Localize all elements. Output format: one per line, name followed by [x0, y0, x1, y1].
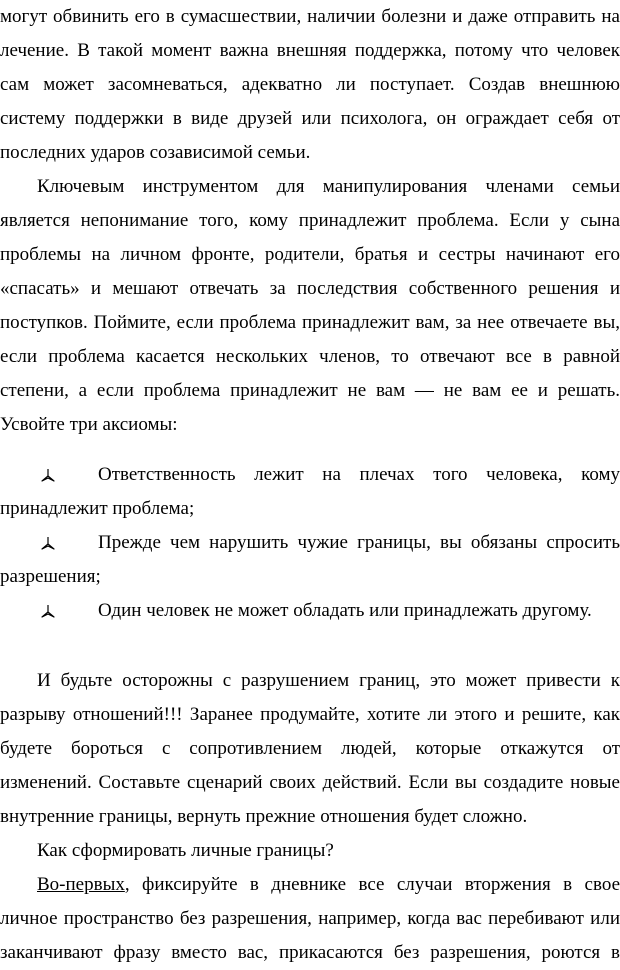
- arrowhead-bullet-icon: [41, 594, 55, 628]
- text-line: лечение. В такой момент важна внешняя поддержка, потому что человек: [0, 40, 620, 61]
- text-line: [0, 868, 620, 902]
- text-line: «спасать» и мешают отвечать за последствия собственного решения и: [0, 278, 620, 299]
- text-line: разрыву отношений!!! Заранее продумайте, хотите ли этого и решите, как: [0, 704, 620, 725]
- list-item: Один человек не может обладать или принадлежать другому.: [98, 600, 592, 621]
- text-line: последних ударов созависимой семьи.: [0, 142, 311, 163]
- list-item-continuation: разрешения;: [0, 566, 101, 587]
- arrowhead-bullet-icon: [41, 526, 55, 560]
- text-line: будете бороться с сопротивлением людей, которые откажутся от: [0, 738, 620, 759]
- text-line: Как сформировать личные границы?: [37, 840, 334, 861]
- list-item-continuation: принадлежит проблема;: [0, 498, 195, 519]
- text-line: И будьте осторожны с разрушением границ, это может привести к: [37, 670, 620, 691]
- text-line: личное пространство без разрешения, например, когда вас перебивают или: [0, 908, 620, 929]
- text-line: степени, а если проблема принадлежит не вам — не вам ее и решать.: [0, 380, 620, 401]
- text-line: сам может засомневаться, адекватно ли поступает. Создав внешнюю: [0, 74, 620, 95]
- text-run: , фиксируйте в дневнике все случаи вторжения в свое: [124, 874, 620, 895]
- text-line: могут обвинить его в сумасшествии, наличии болезни и даже отправить на: [0, 6, 620, 27]
- list-item: Ответственность лежит на плечах того человека, кому: [98, 464, 620, 485]
- text-line: если проблема касается нескольких членов, то отвечают все в равной: [0, 346, 620, 367]
- text-line: изменений. Составьте сценарий своих действий. Если вы создадите новые: [0, 772, 620, 793]
- text-line: является непонимание того, кому принадлежит проблема. Если у сына: [0, 210, 620, 231]
- text-line: Ключевым инструментом для манипулирования членами семьи: [37, 176, 620, 197]
- text-line: внутренние границы, вернуть прежние отношения будет сложно.: [0, 806, 528, 827]
- arrowhead-bullet-icon: [41, 458, 55, 492]
- text-line: систему поддержки в виде друзей или психолога, он ограждает себя от: [0, 108, 620, 129]
- text-line: заканчивают фразу вместо вас, прикасаются без разрешения, роются в: [0, 942, 620, 963]
- underlined-term: Во-первых: [37, 874, 125, 895]
- text-line: Усвойте три аксиомы:: [0, 414, 178, 435]
- list-item: Прежде чем нарушить чужие границы, вы обязаны спросить: [98, 532, 620, 553]
- text-line: поступков. Поймите, если проблема принадлежит вам, за нее отвечаете вы,: [0, 312, 620, 333]
- text-line: проблемы на личном фронте, родители, братья и сестры начинают его: [0, 244, 620, 265]
